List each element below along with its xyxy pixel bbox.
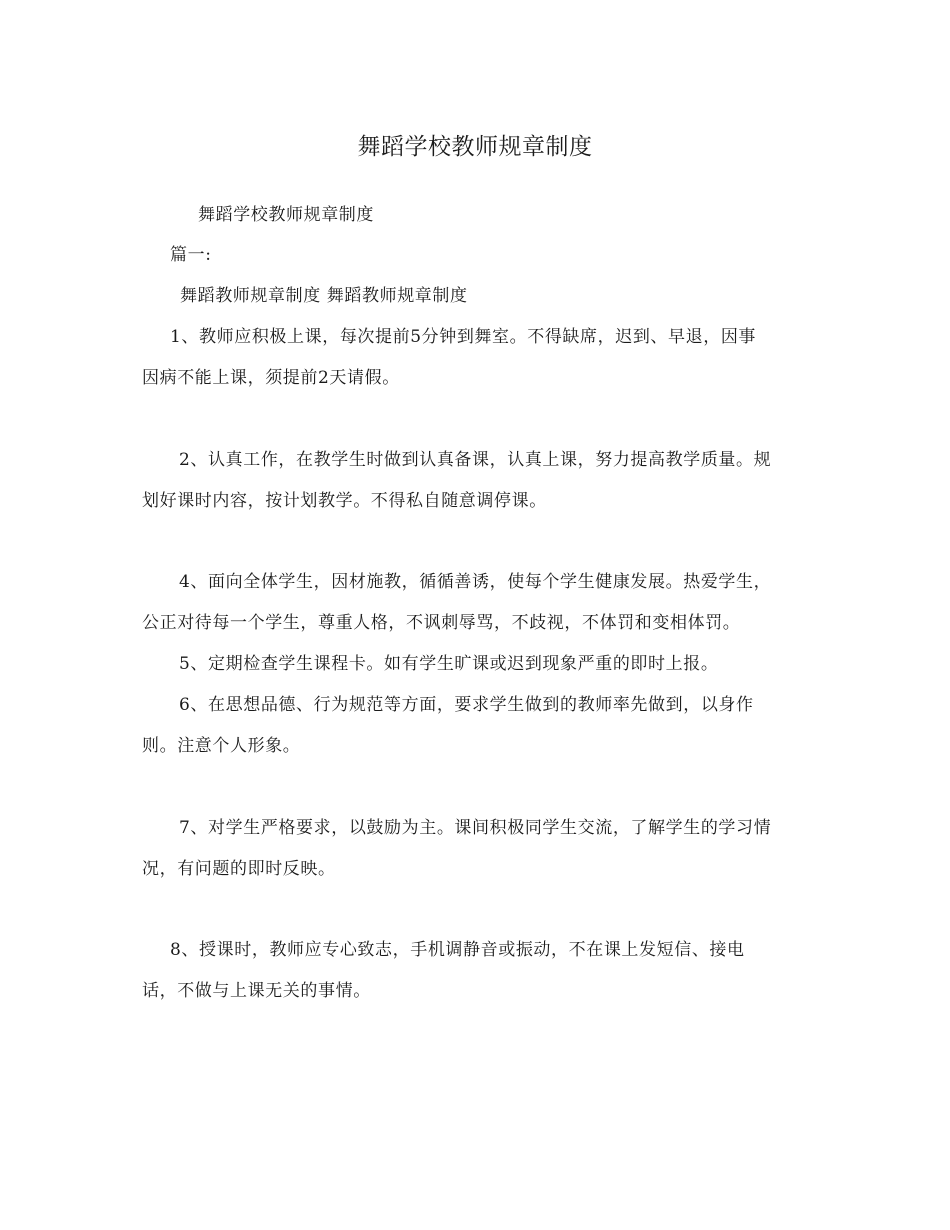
rule-5-line-1: 5、定期检查学生课程卡。如有学生旷课或迟到现象严重的即时上报。 — [179, 654, 719, 674]
rule-8-line-2: 话，不做与上课无关的事情。 — [142, 981, 371, 1001]
rule-8-line-1: 8、授课时，教师应专心致志，手机调静音或振动，不在课上发短信、接电 — [170, 940, 745, 960]
rule-6-line-2: 则。注意个人形象。 — [142, 736, 301, 756]
document-title: 舞蹈学校教师规章制度 — [357, 134, 593, 160]
section-label: 篇一: — [170, 245, 212, 265]
rule-4-line-1: 4、面向全体学生，因材施教，循循善诱，使每个学生健康发展。热爱学生， — [179, 572, 772, 592]
rule-1-line-2: 因病不能上课，须提前2天请假。 — [142, 368, 400, 388]
rule-7-line-2: 况，有问题的即时反映。 — [142, 859, 336, 879]
rule-1-line-1: 1、教师应积极上课，每次提前5分钟到舞室。不得缺席，迟到、早退，因事 — [170, 327, 757, 347]
rule-2-line-1: 2、认真工作，在教学生时做到认真备课，认真上课，努力提高教学质量。规 — [179, 450, 772, 470]
rule-2-line-2: 划好课时内容，按计划教学。不得私自随意调停课。 — [142, 491, 547, 511]
document-subtitle: 舞蹈学校教师规章制度 — [198, 205, 374, 225]
section-heading: 舞蹈教师规章制度 舞蹈教师规章制度 — [180, 286, 468, 306]
rule-4-line-2: 公正对待每一个学生，尊重人格，不讽刺辱骂，不歧视，不体罚和变相体罚。 — [142, 613, 741, 633]
rule-6-line-1: 6、在思想品德、行为规范等方面，要求学生做到的教师率先做到，以身作 — [179, 695, 754, 715]
rule-7-line-1: 7、对学生严格要求，以鼓励为主。课间积极同学生交流，了解学生的学习情 — [179, 818, 772, 838]
